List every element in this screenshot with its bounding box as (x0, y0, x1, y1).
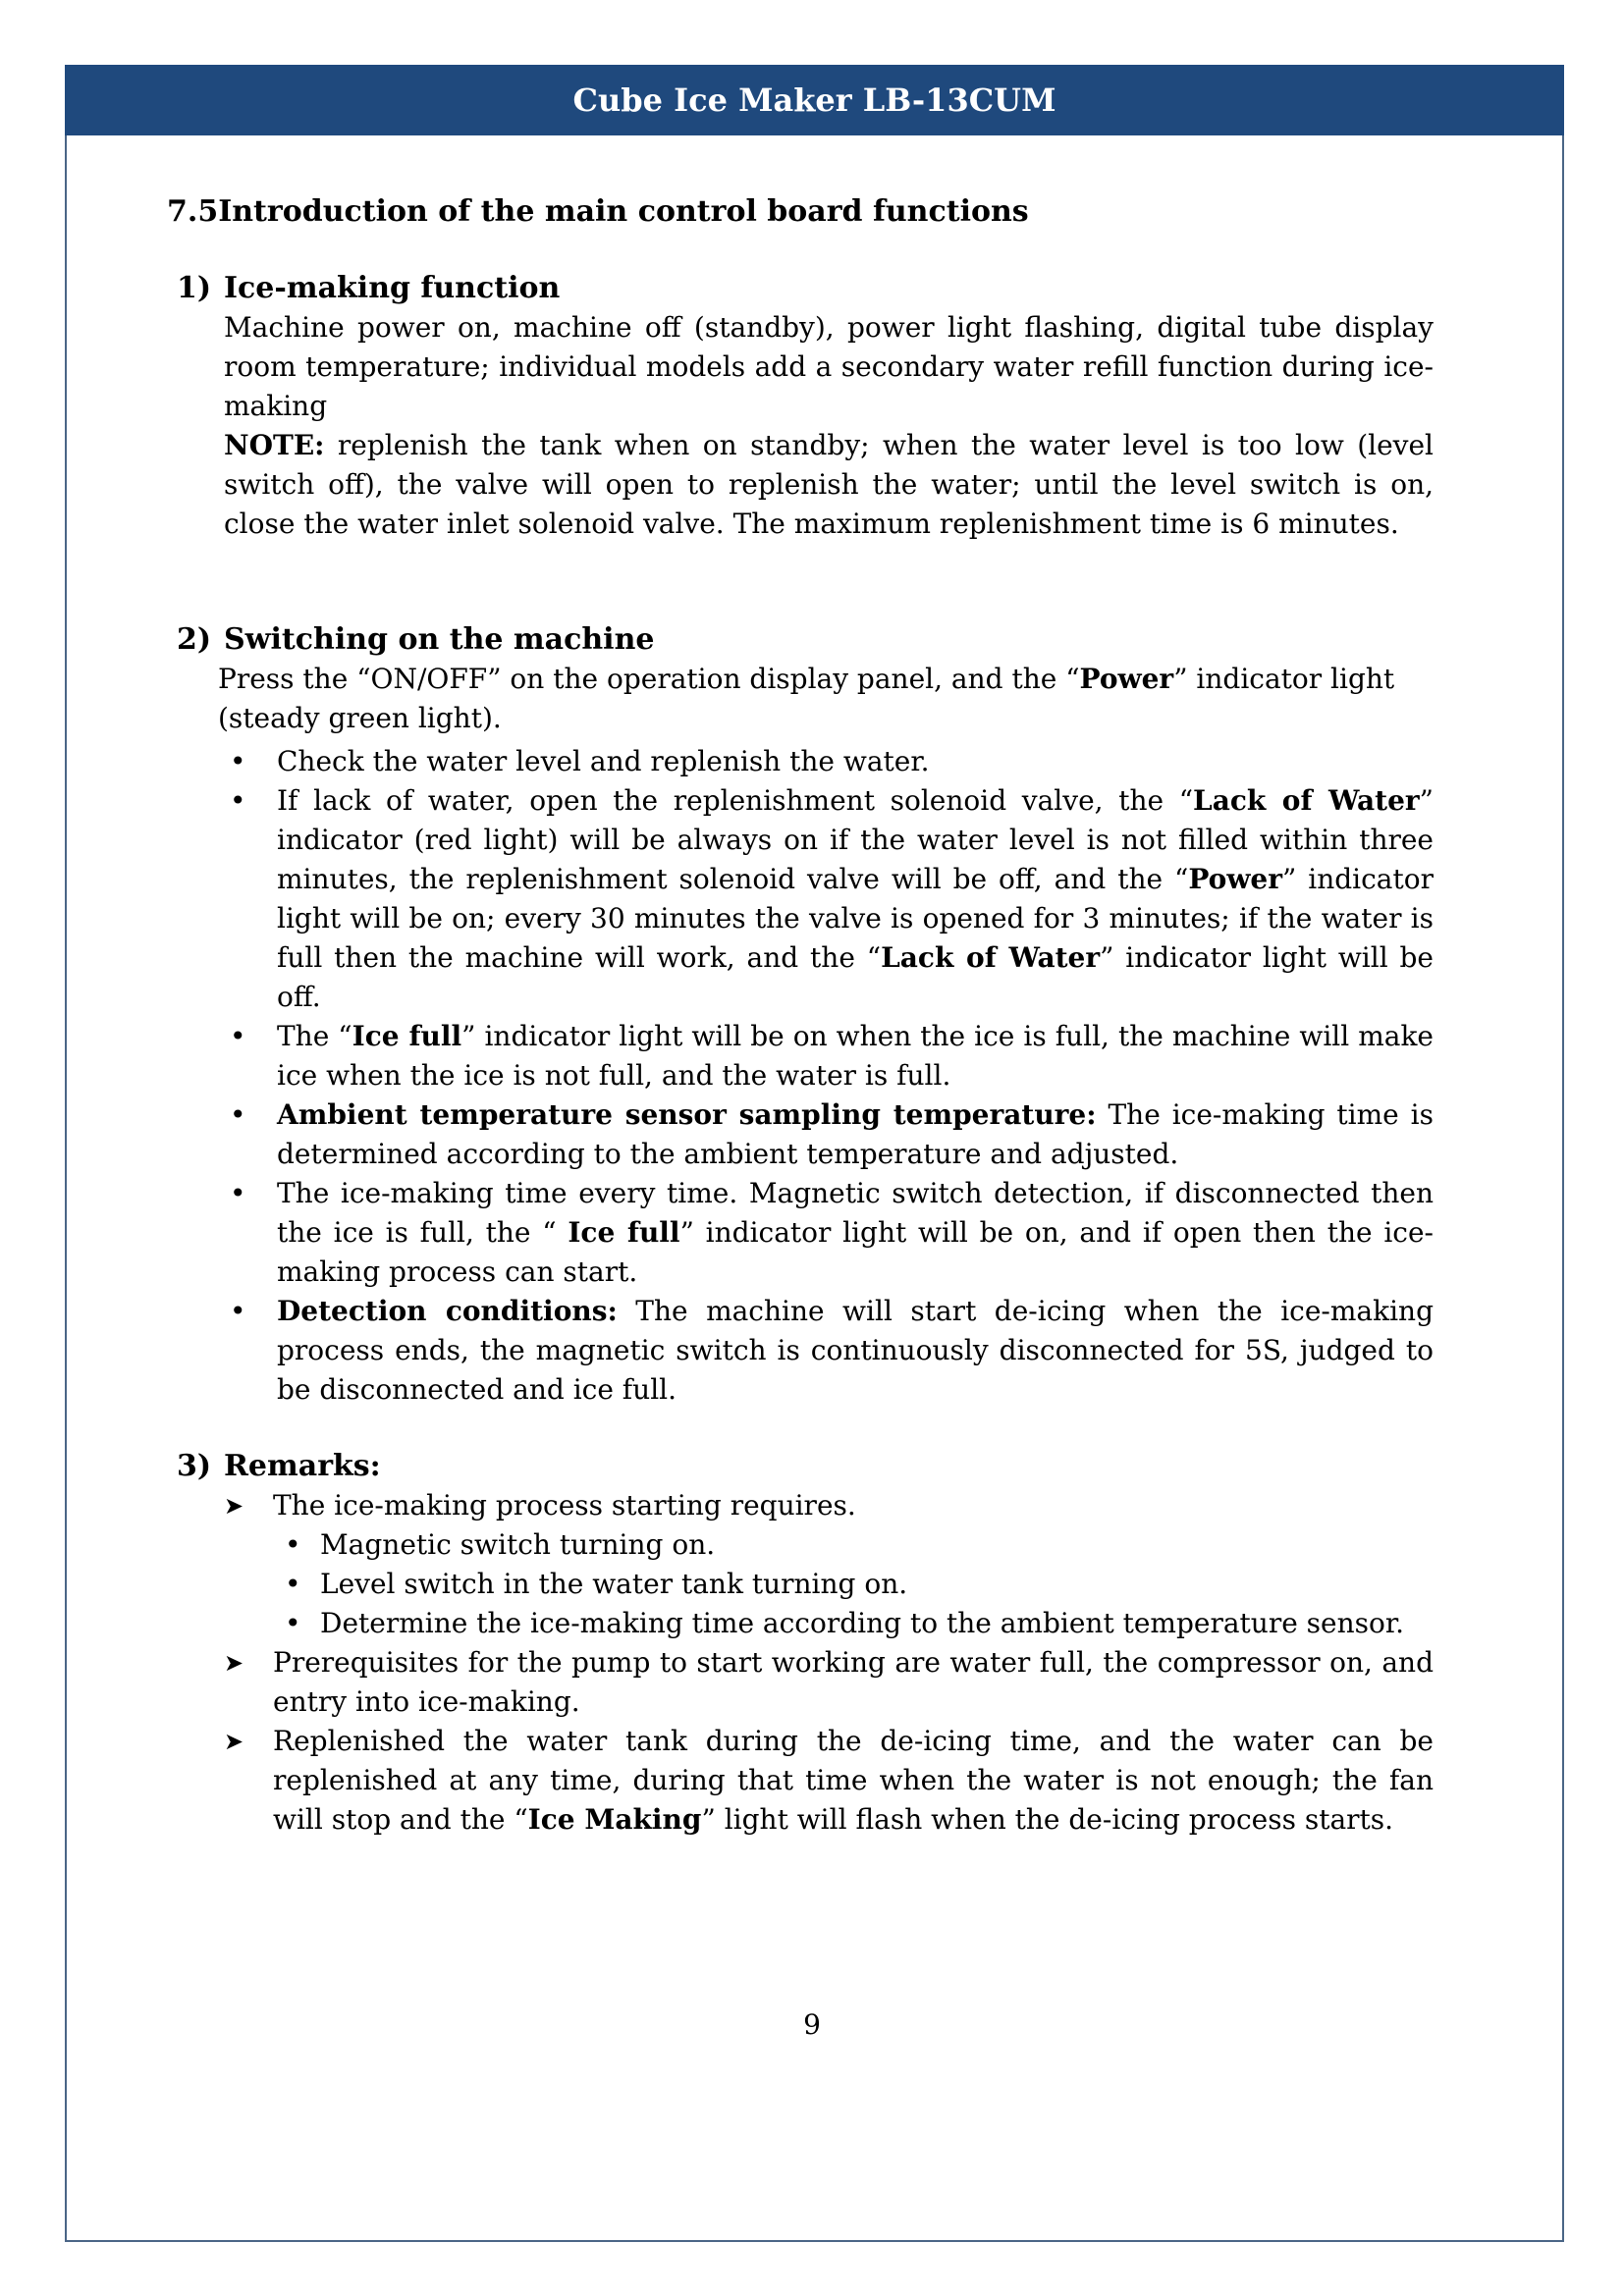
text-run: The ice-making time is determined according to the ambient temperature and adjusted. (277, 1098, 1434, 1170)
text-run: ” indicator light will be on; every 30 minutes the valve is opened for 3 minutes; if the water is full then the machine will work, and the “ (277, 863, 1434, 974)
item-number: 2) (177, 622, 212, 657)
note-paragraph (224, 426, 1434, 544)
bold-run: Ice full (352, 1020, 462, 1052)
intro-paragraph (218, 660, 1434, 699)
list-item: • Level switch in the water tank turning on. (224, 1565, 1434, 1604)
sub-bullet-list (224, 1525, 1434, 1643)
text-run: The “ (277, 1020, 352, 1052)
page-number: 9 (803, 2008, 821, 2041)
arrow-list (224, 1486, 1434, 1840)
text-run: The machine will start de-icing when the ice-making process ends, the magnetic switch is continuously disconnected for 5S, judged to be disconnected and ice full. (277, 1295, 1434, 1406)
list-item (218, 1095, 1434, 1174)
section-title-text: Introduction of the main control board functions (218, 194, 1029, 229)
item-number: 1) (177, 271, 212, 305)
text-run: ” indicator (red light) will be always on if the water level is not filled within three minutes, the replenishment solenoid valve will be off, and the “ (277, 784, 1434, 895)
item-title: Ice-making function (224, 271, 561, 305)
text-run: Press the “ON/OFF” on the operation display panel, and the “ (218, 663, 1080, 695)
list-item: • Magnetic switch turning on. (224, 1525, 1434, 1565)
bold-run: Ice full (568, 1216, 680, 1249)
text-run: The ice-making time every time. Magnetic switch detection, if disconnected then the ice is full, the “ (277, 1177, 1434, 1249)
section-number: 7.5 (167, 194, 219, 229)
text-run: ” light will flash when the de-icing process starts. (701, 1803, 1394, 1836)
bold-run: Ice Making (527, 1803, 702, 1836)
list-item (218, 781, 1434, 1017)
bold-run: Ambient temperature sensor sampling temperature: (277, 1098, 1097, 1131)
document-header (65, 65, 1564, 135)
text-run: Prerequisites for the pump to start working are water full, the compressor on, and entry into ice-making. (273, 1646, 1434, 1718)
text-run: The ice-making process starting requires. (273, 1489, 856, 1522)
bold-run: Lack of Water (881, 941, 1101, 974)
item-title: Switching on the machine (224, 622, 655, 657)
paragraph: Machine power on, machine off (standby), power light flashing, digital tube display room temperature; individual models add a secondary water refill function during ice-making (224, 311, 1434, 422)
text-run: Replenished the water tank during the de-icing time, and the water can be replenished at any time, during that time when the water is not enough; the fan will stop and the “ (273, 1725, 1434, 1836)
item-heading-2 (177, 620, 1434, 660)
item-title: Remarks: (224, 1449, 381, 1483)
item-body-2 (218, 660, 1434, 1410)
list-item (218, 742, 1434, 781)
bold-run: Power (1188, 863, 1282, 895)
text-run: ” indicator light will be on, and if open then the ice-making process can start. (277, 1216, 1434, 1288)
list-item: • Determine the ice-making time according to the ambient temperature sensor. (224, 1604, 1434, 1643)
text-run: ” indicator light will be off. (277, 941, 1434, 1013)
bold-run: Detection conditions: (277, 1295, 618, 1327)
text-run: Check the water level and replenish the water. (277, 745, 930, 777)
item-heading-1 (177, 269, 1434, 308)
bullet-list (218, 742, 1434, 1410)
list-item (218, 1174, 1434, 1292)
arrow-bullet-icon: ➤ (224, 1649, 244, 1677)
text-run: ” indicator light (1173, 663, 1395, 695)
arrow-bullet-icon: ➤ (224, 1492, 244, 1520)
intro-paragraph-2: (steady green light). (218, 702, 502, 734)
note-label: NOTE: (224, 429, 325, 461)
item-body-1 (224, 308, 1434, 544)
arrow-item (224, 1722, 1434, 1840)
arrow-item (224, 1643, 1434, 1722)
item-number: 3) (177, 1449, 212, 1483)
arrow-bullet-icon: ➤ (224, 1728, 244, 1755)
arrow-item (224, 1486, 1434, 1525)
text-run: ” indicator light will be on when the ice is full, the machine will make ice when the ice is not full, and the water is full. (277, 1020, 1434, 1092)
list-item (218, 1017, 1434, 1095)
header-title: Cube Ice Maker LB-13CUM (572, 81, 1056, 119)
page-content (167, 192, 1434, 1840)
item-heading-3 (177, 1447, 1434, 1486)
section-title (167, 192, 1434, 232)
text-run: If lack of water, open the replenishment solenoid valve, the “ (277, 784, 1194, 817)
bold-run: Lack of Water (1193, 784, 1420, 817)
note-text: replenish the tank when on standby; when the water level is too low (level switch off), the valve will open to replenish the water; until the level switch is on, close the water inlet solenoid valve. The maximum replenishment time is 6 minutes. (224, 429, 1434, 540)
bold-run: Power (1079, 663, 1174, 695)
list-item (218, 1292, 1434, 1410)
